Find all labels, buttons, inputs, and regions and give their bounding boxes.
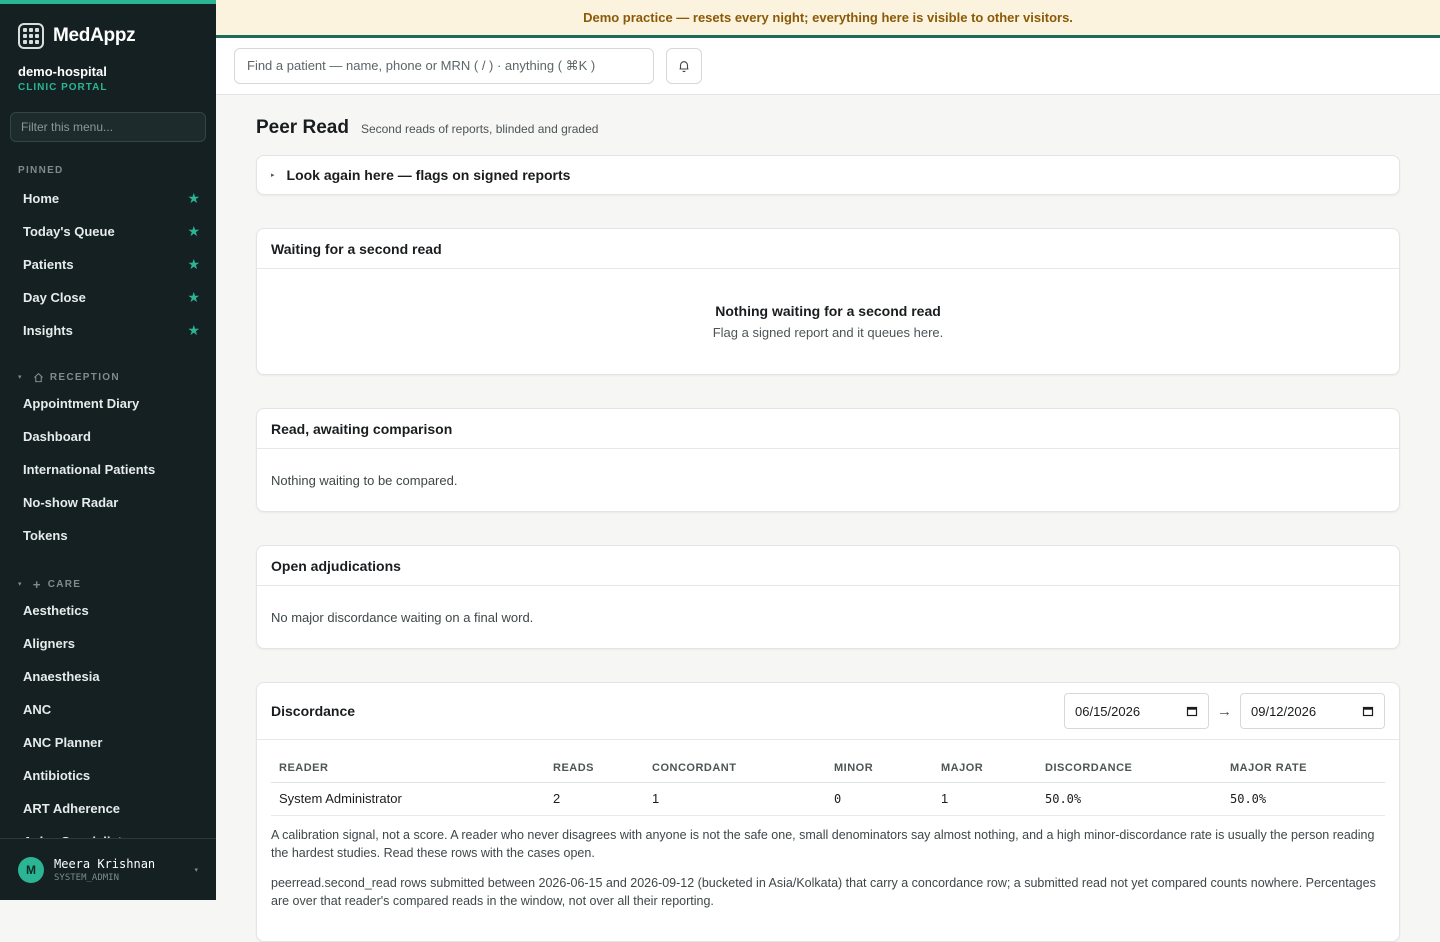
sidebar-item-appointment-diary[interactable]: Appointment Diary [23,396,140,411]
demo-banner [216,0,1440,38]
menu-filter-placeholder: Filter this menu... [21,120,114,134]
org-subtitle: CLINIC PORTAL [18,82,108,93]
discordance-card-title: Discordance [271,703,356,719]
user-role: SYSTEM_ADMIN [54,872,120,883]
awaiting-card-body [257,449,1399,511]
chevron-down-icon: ▾ [18,581,23,588]
cell-concordant: 1 [644,782,826,815]
sidebar-item-aligners[interactable]: Aligners [23,636,76,651]
arrow-right-icon: → [1217,702,1232,720]
date-to-input[interactable] [1240,693,1385,729]
brand-name: MedAppz [53,25,136,46]
star-icon[interactable]: ★ [187,322,200,338]
user-name: Meera Krishnan [54,856,156,871]
bell-icon [677,59,691,73]
waiting-card-title: Waiting for a second read [257,229,1399,269]
awaiting-empty-text: Nothing waiting to be compared. [271,472,458,488]
notifications-button[interactable] [666,48,702,84]
page-subtitle: Second reads of reports, blinded and graded [360,122,599,136]
sidebar-item-anc-planner[interactable]: ANC Planner [23,735,103,750]
cell-minor: 0 [826,782,933,815]
star-icon[interactable]: ★ [187,223,200,239]
sidebar-item-day-close[interactable]: Day Close ★ [23,289,200,305]
column-header-reads[interactable]: READS [545,754,644,782]
avatar: M [18,857,44,883]
discordance-table [271,754,1385,816]
user-menu[interactable] [0,838,216,900]
calibration-note: A calibration signal, not a score. A reader who never disagrees with anyone is not the safe one, small denominators say almost nothing, and a high minor-discordance rate is usually the person reading the hardest studies. Read these rows with the cases open. [271,827,1375,860]
cell-discordance: 50.0% [1037,782,1222,815]
plus-icon: + [32,576,42,592]
main-content [216,95,1440,908]
care-list [0,594,216,858]
column-header-major-rate[interactable]: MAJOR RATE [1222,754,1385,782]
pinned-list [0,182,216,347]
table-row[interactable] [271,782,1385,815]
page-header [256,117,1400,139]
awaiting-card-title: Read, awaiting comparison [257,409,1399,449]
section-label-reception[interactable]: ▾ RECEPTION [18,371,120,383]
date-range [1064,693,1385,729]
sidebar-item-anaesthesia[interactable]: Anaesthesia [23,669,100,684]
section-label-care[interactable]: ▾ + CARE [18,576,82,592]
date-from-input[interactable] [1064,693,1209,729]
calendar-icon[interactable] [1186,705,1198,717]
waiting-card [256,228,1400,375]
sidebar-item-patients[interactable]: Patients ★ [23,256,200,272]
sidebar-item-art-adherence[interactable]: ART Adherence [23,801,121,816]
star-icon[interactable]: ★ [187,256,200,272]
org-info [0,54,216,93]
date-to-value: 09/12/2026 [1251,703,1317,719]
top-header [216,38,1440,95]
adjudications-card-body [257,586,1399,648]
sidebar-item-anc[interactable]: ANC [23,702,52,717]
calendar-icon[interactable] [1362,705,1374,717]
adjudications-card [256,545,1400,649]
column-header-major[interactable]: MAJOR [933,754,1037,782]
waiting-empty-state [257,269,1399,374]
page-title: Peer Read [256,117,349,138]
sidebar [0,0,216,900]
discordance-card-header [257,683,1399,740]
discordance-card [256,682,1400,942]
waiting-empty-subtitle: Flag a signed report and it queues here. [712,325,944,340]
cell-major-rate: 50.0% [1222,782,1385,815]
star-icon[interactable]: ★ [187,190,200,206]
disclosure-triangle-icon: ▸ [271,172,275,179]
cell-major: 1 [933,782,1037,815]
menu-filter-input[interactable] [10,112,206,142]
brand[interactable] [0,4,216,54]
column-header-concordant[interactable]: CONCORDANT [644,754,826,782]
waiting-empty-title: Nothing waiting for a second read [715,303,941,319]
sidebar-item-aesthetics[interactable]: Aesthetics [23,603,89,618]
flags-disclosure[interactable] [256,155,1400,195]
cell-reader: System Administrator [271,782,545,815]
column-header-discordance[interactable]: DISCORDANCE [1037,754,1222,782]
awaiting-card [256,408,1400,512]
table-header-row [271,754,1385,782]
sidebar-item-no-show-radar[interactable]: No-show Radar [23,495,119,510]
reception-list [0,387,216,552]
org-name: demo-hospital [18,64,107,79]
sidebar-item-antibiotics[interactable]: Antibiotics [23,768,91,783]
chevron-down-icon: ▾ [18,374,23,381]
sidebar-item-international-patients[interactable]: International Patients [23,462,156,477]
data-source-note: peerread.second_read rows submitted between 2026-06-15 and 2026-09-12 (bucketed in Asia/Kolkata) that carry a concordance row; a submitted read not yet compared counts nowhere. Percentages are over that reader's compared reads in the window, not over all their reporting. [271,875,1376,908]
sidebar-item-tokens[interactable]: Tokens [23,528,68,543]
chevron-down-icon: ▾ [194,866,198,874]
sidebar-item-dashboard[interactable]: Dashboard [23,429,91,444]
section-label-pinned: PINNED [18,164,64,176]
sidebar-item-insights[interactable]: Insights ★ [23,322,200,338]
adjudications-empty-text: No major discordance waiting on a final word. [271,609,534,625]
app-logo-icon [18,23,44,49]
home-icon [33,372,44,383]
cell-reads: 2 [545,782,644,815]
patient-search-placeholder: Find a patient — name, phone or MRN ( / ) · anything ( ⌘K ) [247,58,596,73]
date-from-value: 06/15/2026 [1075,703,1141,719]
column-header-reader[interactable]: READER [271,754,545,782]
sidebar-item-todays-queue[interactable]: Today's Queue ★ [23,223,200,239]
star-icon[interactable]: ★ [187,289,200,305]
sidebar-item-home[interactable]: Home ★ [23,190,200,206]
patient-search-input[interactable] [234,48,654,84]
flags-disclosure-label: Look again here — flags on signed reports [286,167,571,183]
column-header-minor[interactable]: MINOR [826,754,933,782]
demo-banner-text: Demo practice — resets every night; everything here is visible to other visitors. [583,10,1073,25]
adjudications-card-title: Open adjudications [257,546,1399,586]
